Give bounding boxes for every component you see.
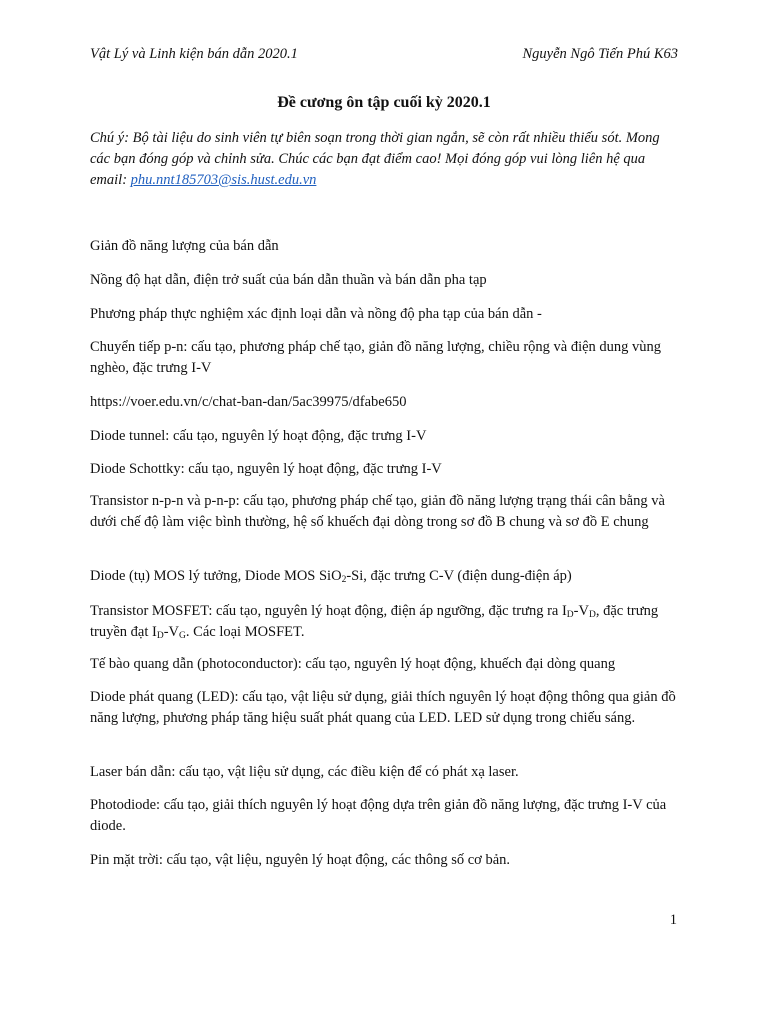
- topic-mosfet: Transistor MOSFET: cấu tạo, nguyên lý hoạt động, điện áp ngưỡng, đặc trưng ra $I_D-V_D$, đặc trưng truyền đạt $I_D-V_G$. Các loại MOSFET.: [90, 603, 659, 641]
- topic-photodiode: Photodiode: cấu tạo, giải thích nguyên lý hoạt động dựa trên giản đồ năng lượng, đặc trưng I-V của diode.: [90, 797, 667, 834]
- note-text: Chú ý: Bộ tài liệu do sinh viên tự biên soạn trong thời gian ngắn, sẽ còn rất nhiều thiếu sót. Mong các bạn đóng góp và chỉnh sửa. Chúc các bạn đạt điểm cao! Mọi đóng góp vui lòng liên hệ qua email:: [90, 130, 660, 188]
- email-link[interactable]: phu.nnt185703@sis.hust.edu.vn: [130, 172, 317, 188]
- page-header: [90, 46, 678, 66]
- topic-tunnel-diode: Diode tunnel: cấu tạo, nguyên lý hoạt động, đặc trưng I-V: [90, 428, 427, 444]
- topic-bjt: Transistor n-p-n và p-n-p: cấu tạo, phương pháp chế tạo, giản đồ năng lượng trạng thái cân bằng và dưới chế độ làm việc bình thường, hệ số khuếch đại dòng trong sơ đồ B chung và sơ đồ E chung: [90, 493, 665, 530]
- topic-doping-method: Phương pháp thực nghiệm xác định loại dẫn và nồng độ pha tạp của bán dẫn -: [90, 306, 542, 322]
- note-paragraph: [90, 128, 680, 191]
- topic-carrier-concentration: Nồng độ hạt dẫn, điện trở suất của bán dẫn thuần và bán dẫn pha tạp: [90, 272, 487, 288]
- topic-solar-cell: Pin mặt trời: cấu tạo, vật liệu, nguyên lý hoạt động, các thông số cơ bản.: [90, 852, 511, 868]
- topic-photoconductor: Tế bào quang dẫn (photoconductor): cấu tạo, nguyên lý hoạt động, khuếch đại dòng quang: [90, 656, 616, 672]
- topic-pn-junction: Chuyển tiếp p-n: cấu tạo, phương pháp chế tạo, giản đồ năng lượng, chiều rộng và điện dung vùng nghèo, đặc trưng I-V: [90, 339, 662, 376]
- header-author: Nguyễn Ngô Tiến Phú K63: [522, 46, 678, 62]
- topic-led: Diode phát quang (LED): cấu tạo, vật liệu sử dụng, giải thích nguyên lý hoạt động thông qua giản đồ năng lượng, phương pháp tăng hiệu suất phát quang của LED. LED sử dụng trong chiếu sáng.: [90, 689, 676, 726]
- reference-link[interactable]: https://voer.edu.vn/c/chat-ban-dan/5ac39975/dfabe650: [90, 394, 407, 410]
- topic-laser: Laser bán dẫn: cấu tạo, vật liệu sử dụng, các điều kiện để có phát xạ laser.: [90, 764, 519, 780]
- topic-energy-diagram: Giản đồ năng lượng của bán dẫn: [90, 238, 279, 254]
- header-course: Vật Lý và Linh kiện bán dẫn 2020.1: [90, 46, 298, 62]
- topic-mos-diode: Diode (tụ) MOS lý tưởng, Diode MOS SiO$_2$-Si, đặc trưng C-V (điện dung-điện áp): [90, 568, 572, 585]
- document-title: Đề cương ôn tập cuối kỳ 2020.1: [277, 94, 491, 111]
- topic-schottky-diode: Diode Schottky: cấu tạo, nguyên lý hoạt động, đặc trưng I-V: [90, 461, 442, 477]
- page-number: 1: [669, 912, 677, 928]
